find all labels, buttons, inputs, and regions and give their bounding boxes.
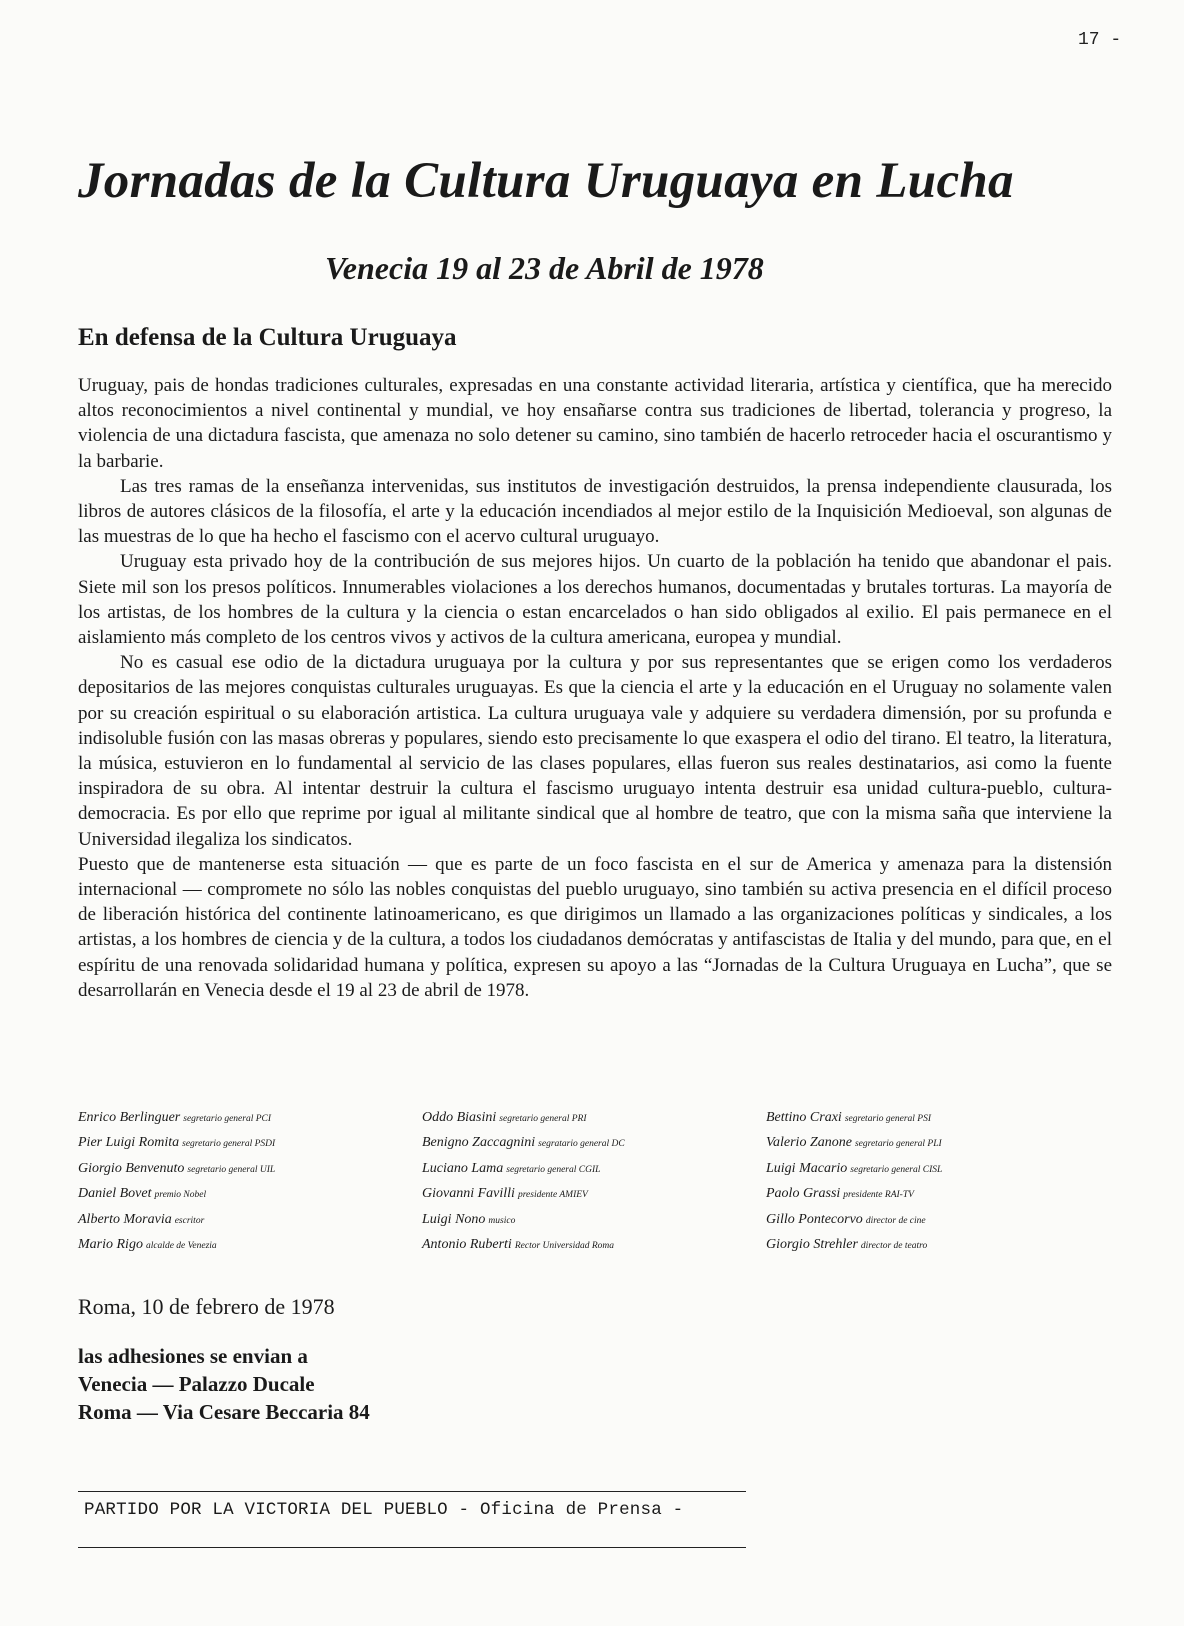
- paragraph: Las tres ramas de la enseñanza intervenidas, sus institutos de investigación destruidos, la prensa independiente clausurada, los libros de autores clásicos de la filosofía, el arte y la educación incendiados al mejor estilo de la Inquisición Medioeval, son algunas de las muestras de lo que ha hecho el fascismo con el acervo cultural uruguayo.: [78, 475, 1112, 548]
- signatory-name: Luciano Lama: [422, 1160, 504, 1176]
- signatory-column: [766, 1106, 1106, 1258]
- signatory-name: Antonio Ruberti: [422, 1237, 512, 1253]
- signatory-role: segretario general CGIL: [506, 1164, 601, 1175]
- signatory: [78, 1208, 422, 1233]
- body-text: [78, 373, 1112, 1003]
- signatory-name: Valerio Zanone: [766, 1135, 852, 1151]
- signatory-name: Luigi Macario: [766, 1160, 848, 1176]
- signatory: [78, 1182, 422, 1207]
- address-roma: Roma — Via Cesare Beccaria 84: [78, 1400, 370, 1424]
- section-heading: En defensa de la Cultura Uruguaya: [78, 324, 457, 351]
- signatory: [422, 1157, 766, 1182]
- signatory-role: segretario general CISL: [850, 1164, 943, 1175]
- signatory-role: premio Nobel: [154, 1190, 207, 1201]
- signatory-role: segretario general PCI: [183, 1114, 272, 1124]
- signatory-name: Oddo Biasini: [422, 1110, 497, 1125]
- signatory-role: segratario general DC: [538, 1139, 625, 1150]
- signatory-role: segretario general PLI: [854, 1139, 942, 1150]
- signatory: [422, 1106, 766, 1131]
- paragraph: No es casual ese odio de la dictadura uruguaya por la cultura y por sus representantes que se erigen como los verdaderos depositarios de las mejores conquistas culturales uruguayas. Es que la ciencia el arte y la educación en el Uruguay no solamente valen por su creación espiritual o su elaboración artistica. La cultura uruguaya vale y adquiere su verdadera dimensión, por su profunda e indisoluble fusión con las masas obreras y populares, siendo esto precisamente lo que exaspera el odio del tirano. El teatro, la literatura, la música, estuvieron en lo fundamental al servicio de las clases populares, ellas fueron sus reales destinatarios, asi como la fuente inspiradora de su obra. Al intentar destruir la cultura el fascismo uruguayo intenta destruir esa unidad cultura-pueblo, cultura-democracia. Es por ello que reprime por igual al militante sindical que al hombre de teatro, que con la misma saña que interviene la Universidad ilegaliza los sindicatos.: [78, 652, 1112, 850]
- signatory: [766, 1208, 1106, 1233]
- signatory: [766, 1106, 1106, 1131]
- signatory-name: Paolo Grassi: [766, 1186, 841, 1202]
- signatory-role: segretario general PSI: [844, 1114, 932, 1124]
- address-venecia: Venecia — Palazzo Ducale: [78, 1372, 315, 1396]
- signatory: [766, 1233, 1106, 1258]
- signatory-name: Alberto Moravia: [78, 1211, 172, 1227]
- signatory: [422, 1233, 766, 1258]
- adhesion-addresses: [78, 1342, 370, 1426]
- document-title: Jornadas de la Cultura Uruguaya en Lucha: [78, 153, 1014, 209]
- signatory-role: segretario general UIL: [187, 1164, 276, 1175]
- signatory-name: Gillo Pontecorvo: [766, 1211, 863, 1227]
- paragraph: Puesto que de mantenerse esta situación — que es parte de un foco fascista en el sur de America y amenaza para la distensión internacional — compromete no sólo las nobles conquistas del pueblo uruguayo, sino también su activa presencia en el difícil proceso de liberación histórica del continente latinoamericano, es que dirigimos un llamado a las organizaciones políticas y sindicales, a los artistas, a los hombres de ciencia y de la cultura, a todos los ciudadanos demócratas y antifascistas de Italia y del mundo, para que, en el espíritu de una renovada solidaridad humana y política, expresen su apoyo a las “Jornadas de la Cultura Uruguaya en Lucha”, que se desarrollarán en Venecia desde el 19 al 23 de abril de 1978.: [78, 853, 1112, 1001]
- signatory: [78, 1233, 422, 1258]
- signatory-name: Mario Rigo: [78, 1237, 143, 1253]
- signatory: [766, 1157, 1106, 1182]
- signatory-role: Rector Universidad Roma: [514, 1241, 615, 1252]
- signatory-column: [422, 1106, 766, 1258]
- signatory-role: segretario general PSDI: [182, 1139, 276, 1150]
- signatory-name: Pier Luigi Romita: [78, 1135, 180, 1151]
- signatory-role: escritor: [174, 1215, 205, 1226]
- document-subtitle: Venecia 19 al 23 de Abril de 1978: [325, 250, 764, 286]
- signatory-name: Bettino Craxi: [766, 1110, 842, 1125]
- signatories: [78, 1106, 1118, 1258]
- signatory-name: Benigno Zaccagnini: [422, 1135, 536, 1151]
- footer-divider: [78, 1491, 746, 1492]
- signatory: [78, 1157, 422, 1182]
- signatory: [78, 1131, 422, 1156]
- signatory-name: Giorgio Benvenuto: [78, 1160, 185, 1176]
- signatory-name: Enrico Berlinguer: [78, 1110, 181, 1125]
- paragraph: Uruguay, pais de hondas tradiciones culturales, expresadas en una constante actividad literaria, artística y científica, que ha merecido altos reconocimientos a nivel continental y mundial, ve hoy ensañarse contra sus tradiciones de libertad, tolerancia y progreso, la violencia de una dictadura fascista, que amenaza no solo detener su camino, sino también de hacerlo retroceder hacia el oscurantismo y la barbarie.: [78, 375, 1112, 472]
- signatory-role: alcalde de Venezia: [145, 1241, 217, 1252]
- signatory: [766, 1131, 1106, 1156]
- signatory-role: presidente RAI-TV: [843, 1190, 914, 1201]
- signatory: [78, 1106, 422, 1131]
- footer-divider: [78, 1547, 746, 1548]
- signatory-name: Luigi Nono: [422, 1211, 486, 1227]
- footer-press-office: PARTIDO POR LA VICTORIA DEL PUEBLO - Oficina de Prensa -: [84, 1500, 684, 1520]
- signatory: [422, 1131, 766, 1156]
- page-number: 17 -: [1078, 30, 1122, 50]
- signatory-role: director de cine: [865, 1215, 926, 1226]
- signatory-role: segretario general PRI: [499, 1114, 587, 1124]
- signatory-role: musico: [488, 1215, 516, 1226]
- signatory: [422, 1208, 766, 1233]
- signatory-name: Giorgio Strehler: [766, 1237, 858, 1253]
- paragraph: Uruguay esta privado hoy de la contribución de sus mejores hijos. Un cuarto de la población ha tenido que abandonar el pais. Siete mil son los presos políticos. Innumerables violaciones a los derechos humanos, documentadas y brutales torturas. La mayoría de los artistas, de los hombres de la cultura y la ciencia o estan encarcelados o han sido obligados al exilio. El pais permanece en el aislamiento más completo de los centros vivos y activos de la cultura americana, europea y mundial.: [78, 551, 1112, 649]
- signatory-column: [78, 1106, 422, 1258]
- signatory-name: Daniel Bovet: [78, 1186, 152, 1202]
- adhesion-intro: las adhesiones se envian a: [78, 1344, 308, 1368]
- signatory-role: presidente AMIEV: [517, 1190, 588, 1201]
- signatory-name: Giovanni Favilli: [422, 1186, 515, 1202]
- dateline: Roma, 10 de febrero de 1978: [78, 1294, 335, 1319]
- signatory: [766, 1182, 1106, 1207]
- signatory-role: director de teatro: [860, 1241, 928, 1252]
- signatory: [422, 1182, 766, 1207]
